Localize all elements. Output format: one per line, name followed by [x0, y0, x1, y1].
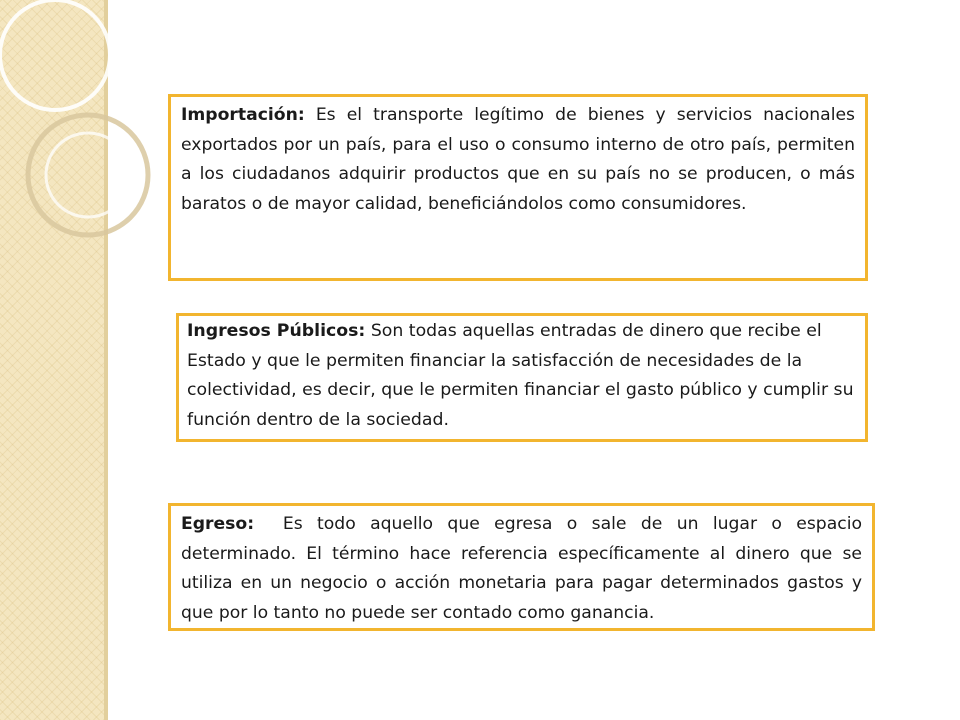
- definition-text: Es todo aquello que egresa o sale de un lugar o espacio determinado. El término hace referencia específicamente al dinero que se utiliza en un negocio o acción monetaria para pagar determinados gastos y que por lo tanto no puede ser contado como ganancia.: [181, 514, 862, 623]
- definition-term: Ingresos Públicos:: [187, 321, 366, 341]
- definition-paragraph: [181, 510, 862, 628]
- definition-term: Importación:: [181, 105, 305, 125]
- definition-card-importacion: [168, 94, 868, 281]
- definition-text: Son todas aquellas entradas de dinero que recibe el Estado y que le permiten financiar la satisfacción de necesidades de la colectividad, es decir, que le permiten financiar el gasto público y cumplir su función dentro de la sociedad.: [187, 321, 854, 430]
- large-ring: [0, 0, 110, 110]
- definition-term: Egreso:: [181, 514, 255, 534]
- definition-card-ingresos-publicos: [176, 313, 868, 442]
- definition-paragraph: [187, 317, 855, 435]
- definition-paragraph: [181, 101, 855, 219]
- definition-card-egreso: [168, 503, 875, 631]
- definition-text: Es el transporte legítimo de bienes y servicios nacionales exportados por un país, para el uso o consumo interno de otro país, permiten a los ciudadanos adquirir productos que en su país no se producen, o más baratos o de mayor calidad, beneficiándolos como consumidores.: [181, 105, 856, 214]
- small-ring: [46, 133, 130, 217]
